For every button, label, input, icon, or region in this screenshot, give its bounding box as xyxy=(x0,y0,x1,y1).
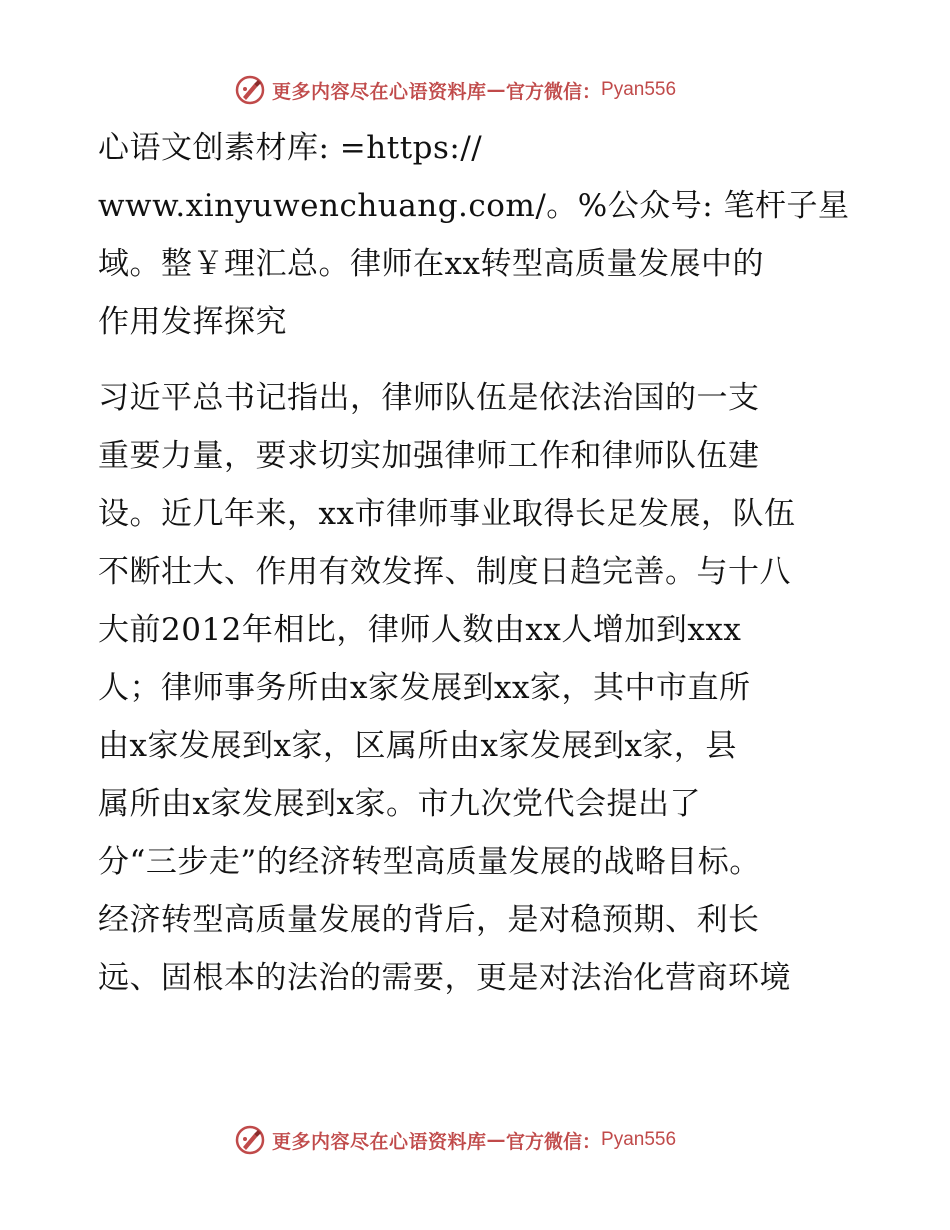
text-line: 分“三步走”的经济转型高质量发展的战略目标。 xyxy=(98,844,761,880)
watermark-wechat-label: 官方微信： xyxy=(506,1130,602,1153)
watermark-wechat-label: 官方微信： xyxy=(506,80,602,103)
header-watermark xyxy=(234,70,676,110)
text-line: 习近平总书记指出，律师队伍是依法治国的一支 xyxy=(98,380,760,416)
watermark-text: 更多内容尽在心语资料库 xyxy=(272,1130,487,1153)
text-line: 经济转型高质量发展的背后，是对稳预期、利长 xyxy=(98,902,760,938)
text-line: 大前2012年相比，律师人数由xx人增加到xxx xyxy=(98,612,742,648)
pen-logo-icon xyxy=(234,74,266,106)
footer-watermark xyxy=(234,1120,676,1160)
pen-logo-icon xyxy=(234,1124,266,1156)
text-line: 设。近几年来，xx市律师事业取得长足发展，队伍 xyxy=(98,496,796,532)
watermark-wechat-id: Pyan556 xyxy=(601,79,677,100)
text-line: 由x家发展到x家，区属所由x家发展到x家，县 xyxy=(98,728,737,764)
text-line: 心语文创素材库: =https:// xyxy=(98,130,483,166)
text-line: 域。整￥理汇总。律师在xx转型高质量发展中的 xyxy=(98,246,764,282)
text-line: 远、固根本的法治的需要，更是对法治化营商环境 xyxy=(98,960,791,996)
watermark-separator: — xyxy=(486,1129,507,1151)
watermark-text: 更多内容尽在心语资料库 xyxy=(272,80,487,103)
text-line: 作用发挥探究 xyxy=(98,304,287,340)
watermark-separator: — xyxy=(486,79,507,101)
watermark-wechat-id: Pyan556 xyxy=(601,1129,677,1150)
text-line: 属所由x家发展到x家。市九次党代会提出了 xyxy=(98,786,701,822)
text-line: 不断壮大、作用有效发挥、制度日趋完善。与十八 xyxy=(98,554,791,590)
text-line: 人；律师事务所由x家发展到xx家，其中市直所 xyxy=(98,670,751,706)
text-line: www.xinyuwenchuang.com/。%公众号: 笔杆子星 xyxy=(98,188,850,224)
text-line: 重要力量，要求切实加强律师工作和律师队伍建 xyxy=(98,438,760,474)
